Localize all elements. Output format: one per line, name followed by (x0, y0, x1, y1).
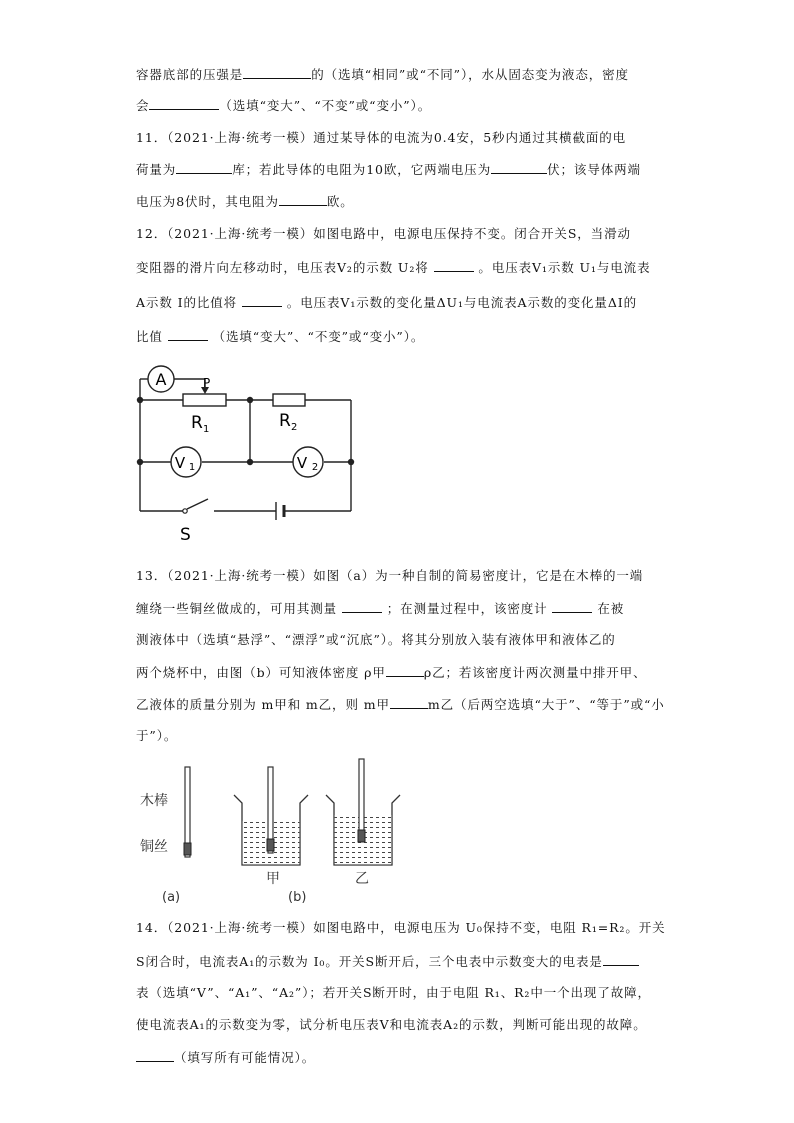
q11-line1: 11．（2021·上海·统考一模）通过某导体的电流为0.4安，5秒内通过其横截面的电 (136, 130, 627, 145)
v2-subscript: 2 (311, 462, 319, 473)
copper-wire (184, 843, 191, 855)
q11-line3: 电压为8伏时，其电阻为 欧。 (136, 194, 354, 209)
q14-line5: （填写所有可能情况）。 (136, 1049, 315, 1066)
r2-subscript: 2 (291, 422, 298, 433)
answer-blank[interactable] (242, 294, 282, 307)
answer-blank[interactable] (176, 161, 232, 174)
r2-label: R (279, 411, 291, 431)
q10-line2: 会 （选填“变大”、“不变”或“变小”）。 (136, 98, 432, 113)
circuit-diagram (126, 360, 366, 550)
answer-blank[interactable] (603, 953, 639, 966)
q13-line5: 乙液体的质量分别为 m甲和 m乙，则 m甲 m乙（后两空选填“大于”、“等于”或“小 (136, 697, 665, 712)
q12-line1: 12．（2021·上海·统考一模）如图电路中，电源电压保持不变。闭合开关S，当滑动 (136, 226, 631, 241)
resistor-r2 (273, 394, 305, 406)
v1-label: V (174, 454, 186, 472)
answer-blank[interactable] (243, 66, 311, 79)
q12-line2: 变阻器的滑片向左移动时，电压表V₂的示数 U₂将 。电压表V₁示数 U₁与电流表 (136, 260, 651, 275)
q13-line4: 两个烧杯中，由图（b）可知液体密度 ρ甲 ρ乙；若该密度计两次测量中排开甲、 (136, 665, 647, 680)
label-yi: 乙 (355, 871, 369, 887)
answer-blank[interactable] (386, 664, 424, 677)
q13-line1: 13．（2021·上海·统考一模）如图（a）为一种自制的简易密度计，它是在木棒的一端 (136, 568, 644, 583)
caption-b: (b) (288, 890, 307, 905)
v2-label: V (296, 454, 308, 472)
answer-blank[interactable] (149, 97, 219, 110)
resistor-r1 (183, 394, 226, 406)
q10-line1: 容器底部的压强是 的（选填“相同”或“不同”），水从固态变为液态，密度 (136, 67, 629, 82)
r1-subscript: 1 (203, 424, 210, 435)
v1-subscript: 1 (188, 462, 196, 473)
answer-blank[interactable] (390, 696, 428, 709)
q13-line2: 缠绕一些铜丝做成的，可用其测量 ；在测量过程中，该密度计 在被 (136, 601, 625, 616)
q14-line1: 14．（2021·上海·统考一模）如图电路中，电源电压为 U₀保持不变，电阻 R₁=R₂。开关 (136, 920, 666, 935)
answer-blank[interactable] (342, 600, 382, 613)
q14-line2: S闭合时，电流表A₁的示数为 I₀。开关S断开后，三个电表中示数变大的电表是 (136, 953, 639, 970)
density-meter-figure (130, 755, 430, 915)
switch-label: S (180, 525, 191, 545)
answer-blank[interactable] (136, 1049, 174, 1062)
q14-line3: 表（选填“V”、“A₁”、“A₂”）；若开关S断开时，由于电阻 R₁、R₂中一个出现了故障， (136, 985, 651, 1000)
answer-blank[interactable] (434, 259, 474, 272)
ammeter-label: A (155, 370, 167, 389)
label-wood: 木棒 (140, 793, 168, 809)
switch-s (187, 499, 208, 509)
q12-line4: 比值 （选填“变大”、“不变”或“变小”）。 (136, 329, 425, 344)
q13-line3: 测液体中（选填“悬浮”、“漂浮”或“沉底”）。将其分别放入装有液体甲和液体乙的 (136, 632, 616, 647)
answer-blank[interactable] (279, 193, 327, 206)
answer-blank[interactable] (168, 328, 208, 341)
q12-line3: A示数 I的比值将 。电压表V₁示数的变化量ΔU₁与电流表A示数的变化量ΔI的 (136, 295, 638, 310)
q11-line2: 荷量为 库；若此导体的电阻为10欧，它两端电压为 伏；该导体两端 (136, 162, 641, 177)
label-copper: 铜丝 (140, 839, 168, 855)
q14-line4: 使电流表A₁的示数变为零，试分析电压表V和电流表A₂的示数，判断可能出现的故障。 (136, 1017, 647, 1032)
caption-a: (a) (162, 890, 181, 905)
answer-blank[interactable] (491, 161, 547, 174)
label-jia: 甲 (266, 871, 280, 887)
q13-line6: 于”）。 (136, 728, 178, 743)
r1-label: R (191, 413, 203, 433)
slider-label: P (203, 376, 211, 390)
answer-blank[interactable] (552, 600, 592, 613)
